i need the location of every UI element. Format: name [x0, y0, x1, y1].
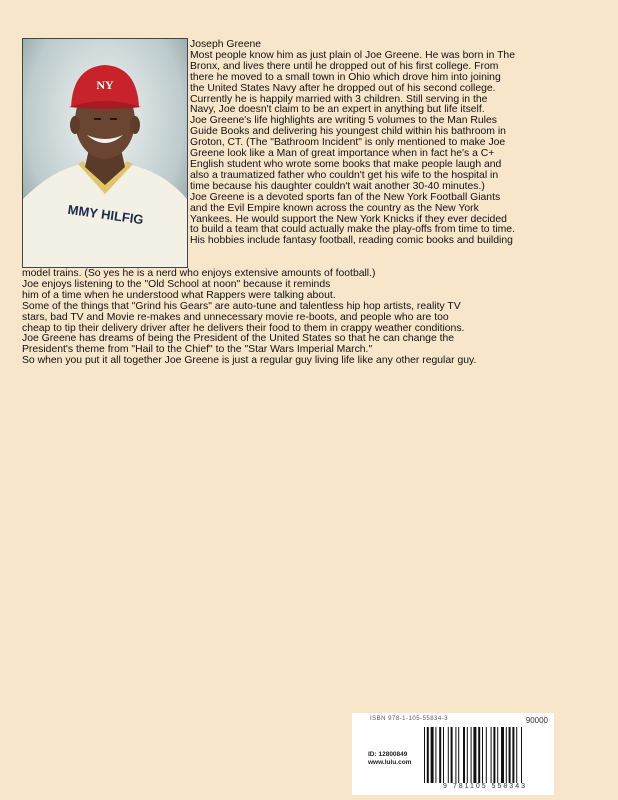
barcode-bar	[424, 727, 425, 783]
bio-line: Guide Books and delivering his youngest child within his bathroom in	[190, 126, 506, 138]
cap-logo: NY	[96, 78, 114, 92]
price-code: 90000	[525, 716, 548, 725]
bio-line: Joe Greene's life highlights are writing 5 volumes to the Man Rules	[190, 115, 497, 127]
barcode-bar	[491, 727, 492, 783]
barcode-bar	[467, 727, 468, 783]
bio-line: stars, bad TV and Movie re-makes and unnecessary movie re-boots, and people who are too	[22, 311, 449, 323]
bio-line: and the Evil Empire known across the country as the New York	[190, 202, 479, 214]
bio-line: also a traumatized father who couldn't get his wife to the hospital in	[190, 169, 499, 181]
isbn-barcode-box	[352, 713, 554, 795]
barcode-bar	[435, 727, 436, 783]
bio-line: Joe enjoys listening to the "Old School at noon" because it reminds	[22, 278, 331, 290]
barcode-bar	[509, 727, 511, 783]
barcode-bar	[478, 727, 480, 783]
isbn-text: ISBN 978-1-105-55834-3	[370, 716, 449, 722]
barcode-bar	[506, 727, 507, 783]
bio-line: model trains. (So yes he is a nerd who enjoys extensive amounts of football.)	[22, 268, 376, 279]
barcode-bar	[493, 727, 495, 783]
bio-line: to build a team that could actually make the play-offs from time to time.	[190, 224, 515, 236]
barcode-bar	[516, 727, 517, 783]
barcode-bar	[463, 727, 465, 783]
bio-line: cheap to tip their delivery driver after he delivers their food to them in crappy weather conditions.	[22, 322, 465, 334]
bio-line: there he moved to a small town in Ohio which drove him into joining	[190, 71, 501, 83]
barcode-bar	[471, 727, 472, 783]
bio-line: Greene look like a Man of great importance when in fact he's a C+	[190, 148, 495, 160]
barcode-bar	[451, 727, 453, 783]
barcode-bar	[486, 727, 487, 783]
bio-line: President's theme from "Hail to the Chief" to the "Star Wars Imperial March."	[22, 344, 373, 356]
barcode-bar	[439, 727, 441, 783]
barcode-bar	[427, 727, 429, 783]
bio-line: Navy, Joe doesn't claim to be an expert in anything but life itself.	[190, 104, 485, 116]
barcode-bars	[422, 727, 548, 783]
barcode-bar	[443, 727, 444, 783]
barcode-bar	[455, 727, 456, 783]
barcode-bar	[431, 727, 434, 783]
bio-line: Bronx, and lives there until he dropped out of his first college. From	[190, 60, 499, 72]
bio-line: English student who wrote some books that make people laugh and	[190, 158, 502, 170]
barcode-bar	[501, 727, 504, 783]
bio-line: Most people know him as just plain ol Joe Greene. He was born in The	[190, 49, 515, 61]
bio-line: Joe Greene is a devoted sports fan of the New York Football Giants	[190, 191, 501, 203]
bio-line: time because his daughter couldn't wait another 30-40 minutes.)	[190, 180, 485, 192]
bio-full-width-text	[22, 269, 600, 367]
bio-line: His hobbies include fantasy football, reading comic books and building	[190, 235, 513, 247]
barcode-bar	[521, 727, 522, 783]
barcode-bar	[512, 727, 514, 783]
bio-wrapped-text	[190, 40, 600, 247]
lulu-url: www.lulu.com	[368, 759, 412, 766]
bio-line: the United States Navy after he dropped out of his second college.	[190, 82, 496, 94]
barcode-bar	[473, 727, 476, 783]
bio-line: Joe Greene has dreams of being the President of the United States so that he can change the	[22, 333, 455, 345]
barcode-bar	[458, 727, 459, 783]
bio-line: Joseph Greene	[190, 39, 262, 50]
bio-line: Some of the things that "Grind his Gears" are auto-tune and talentless hip hop artists, reality TV	[22, 300, 461, 312]
shirt-logo: MMY HILFIG	[66, 201, 145, 228]
bio-line: Yankees. He would support the New York Knicks if they ever decided	[190, 213, 507, 225]
bio-line: So when you put it all together Joe Greene is just a regular guy living life like any other regular guy.	[22, 355, 477, 367]
barcode-bar	[497, 727, 498, 783]
barcode-bar	[482, 727, 483, 783]
bio-line: Groton, CT. (The "Bathroom Incident" is only mentioned to make Joe	[190, 137, 506, 149]
bio-line: him of a time when he understood what Rappers were talking about.	[22, 289, 336, 301]
barcode-digits: 9 781105 558343	[443, 783, 527, 790]
lulu-id: ID: 12800849	[368, 751, 408, 758]
author-photo	[22, 38, 188, 268]
bio-line: Currently he is happily married with 3 children. Still serving in the	[190, 93, 488, 105]
barcode-bar	[448, 727, 449, 783]
